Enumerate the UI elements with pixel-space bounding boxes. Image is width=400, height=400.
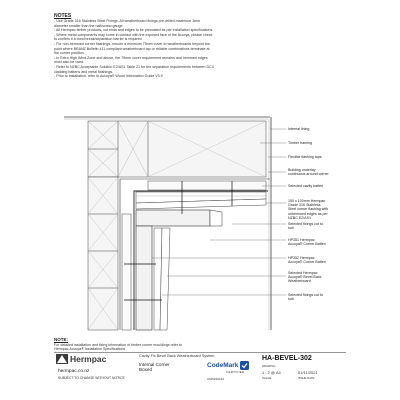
cavity-batten — [148, 181, 266, 190]
weatherboard-vertical — [154, 228, 170, 330]
note-line: cladding battens and metal flashings. — [54, 69, 114, 74]
note-line: to confirm if a bond break/separation barrier is required. — [54, 37, 143, 42]
website-link[interactable]: hermpac.co.nz — [58, 369, 90, 374]
notes-title: NOTES — [54, 13, 72, 19]
note-line: - Refer to NZBC Acceptable Solution E2/AS1 Table 21 for the separation requirements between DC4 — [54, 64, 214, 69]
label-weatherboard: Selected Hermpac Accoya® Bevel Back Weatherboard — [288, 271, 322, 284]
codemark-name: CodeMark — [207, 362, 239, 369]
codemark-ref: CMNZ20146 — [207, 377, 225, 381]
label-corner-flashing: 150 x 100mm Hermpac Grade 316 Stainless Steel corner flashing with unhemmed edges as per NZBC E2/AS1 — [288, 199, 329, 220]
codemark-mark-icon — [240, 361, 249, 370]
hermpac-mark-icon — [56, 354, 68, 364]
bottom-note-title: NOTE: — [54, 337, 68, 342]
note-line: - All Hermpac timber products, cut ends and edges to be precoated as per installation specifications. — [54, 28, 214, 33]
label-hp351: HP351 Hermpac Accoya® Corner Batten — [288, 238, 326, 247]
scale-value: 1 : 2 @ A4 — [262, 370, 281, 375]
note-line: the corner position. — [54, 51, 85, 56]
hermpac-logo — [56, 354, 106, 364]
label-fixings-2: Selected fixings cut to suit — [288, 293, 323, 302]
weatherboard-horizontal — [136, 192, 266, 209]
note-line: - Prior to installation, refer to Accoya® Wood Information Guide V3.9 — [54, 74, 163, 79]
timber-framing-column — [88, 177, 118, 330]
system-name: Cavity Fix Bevel Back Weatherboard System — [139, 354, 215, 358]
label-flashing-tape: Flexible flashing tape — [288, 155, 322, 159]
corner-batten-hp352 — [136, 226, 152, 330]
bottom-note-text: For detailed installation and fixing information of timber corner mouldings refer to Hermpac Accoya® Installation Specifications — [54, 343, 183, 352]
label-building-underlay: Building underlay continuous around corner — [288, 168, 329, 177]
label-fixings-1: Selected fixings cut to suit — [288, 222, 323, 231]
codemark-logo — [207, 361, 249, 370]
drawing-code: HA-BEVEL-302 — [262, 355, 312, 362]
note-line: - Where metal components may come in contact with the exposed face of the Accoya, please check — [54, 32, 213, 37]
label-hp352: HP352 Hermpac Accoya® Corner Batten — [288, 256, 326, 265]
note-line: diameter smaller than the nail/screw gauge. — [54, 23, 124, 28]
note-line: - For non-hemmed corner flashings, ensure a minimum 75mm cover to weatherboards beyond the — [54, 41, 211, 46]
drawing-code-label: DRAWING — [262, 364, 276, 368]
note-line: point where BRANZ Bulletin 411 compliant weatherboard tap or reliable combinations terminate at — [54, 46, 210, 51]
drawing-title: Internal Corner Boxed — [139, 362, 170, 373]
label-timber-framing: Timber framing — [288, 141, 313, 145]
label-cavity-batten: Selected cavity batten — [288, 184, 324, 188]
issue-date: 01/11/2021 — [298, 370, 318, 375]
label-internal-lining: Internal lining — [288, 127, 310, 131]
timber-framing — [88, 121, 266, 177]
brand-name: Hermpac — [70, 354, 107, 364]
codemark-certified: CERTIFIED — [226, 370, 245, 374]
corner-batten-hp351 — [136, 210, 210, 226]
scale-label: SCALE — [262, 376, 272, 380]
note-line: - In Extra High Wind Zone and above, the 75mm cover requirement remains and hemmed edges — [54, 55, 208, 60]
note-line: must also be used. — [54, 60, 85, 65]
cavity-batten-vertical — [122, 214, 131, 330]
issue-date-label: ISSUE DATE — [298, 376, 315, 380]
note-line: - Use Grade 316 Stainless Steel Fixings. All weatherboard fixings pre-drilled maximum 1mm — [54, 19, 201, 23]
disclaimer-text: SUBJECT TO CHANGE WITHOUT NOTICE — [58, 376, 125, 380]
